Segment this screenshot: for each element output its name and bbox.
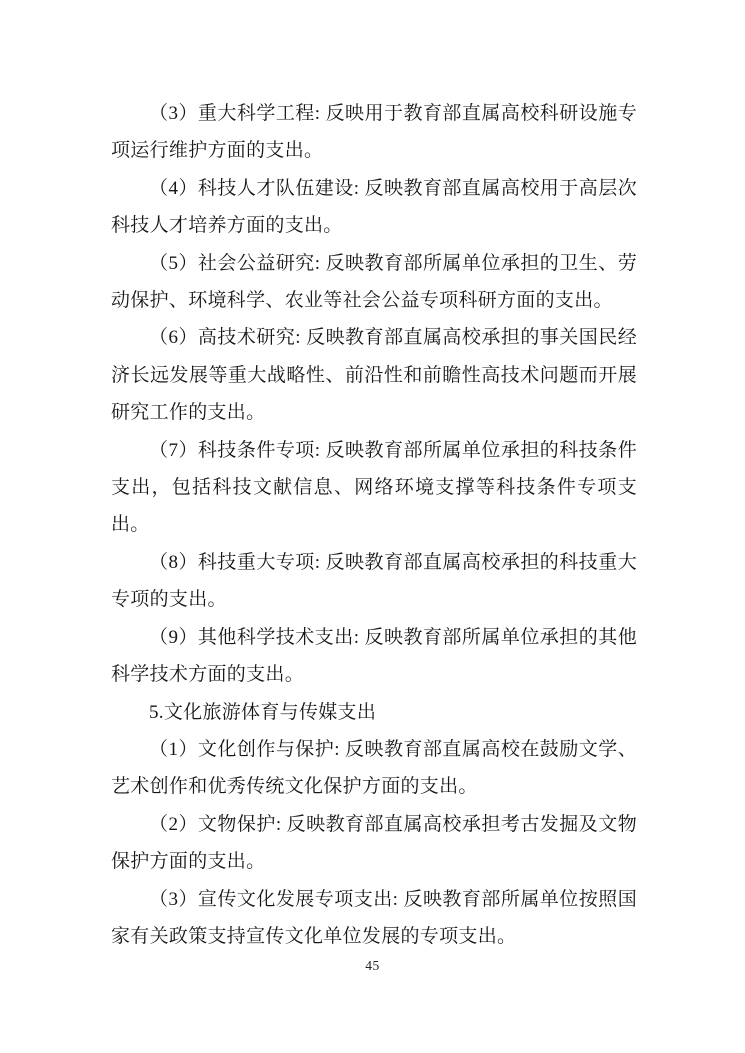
paragraph-item-9-other-science-tech: （9）其他科学技术支出: 反映教育部所属单位承担的其他科学技术方面的支出。 <box>111 626 637 686</box>
paragraph-item-8-tech-major-projects: （8）科技重大专项: 反映教育部直属高校承担的科技重大专项的支出。 <box>111 551 637 611</box>
paragraph-item-4-tech-talent: （4）科技人才队伍建设: 反映教育部直属高校用于高层次科技人才培养方面的支出。 <box>111 177 637 237</box>
page-footer <box>0 957 745 975</box>
section-heading-5-culture-tourism-sports-media: 5.文化旅游体育与传媒支出 <box>149 701 377 723</box>
page-number: 45 <box>365 958 380 973</box>
paragraph-item-3-major-science: （3）重大科学工程: 反映用于教育部直属高校科研设施专项运行维护方面的支出。 <box>111 103 637 162</box>
paragraph-item-7-tech-conditions: （7）科技条件专项: 反映教育部所属单位承担的科技条件支出，包括科技文献信息、网络环境支撑等科技条件专项支出。 <box>111 439 637 536</box>
paragraph-item-2-cultural-relics: （2）文物保护: 反映教育部直属高校承担考古发掘及文物保护方面的支出。 <box>111 813 637 873</box>
paragraph-item-5-public-welfare-research: （5）社会公益研究: 反映教育部所属单位承担的卫生、劳动保护、环境科学、农业等社会公益专项科研方面的支出。 <box>111 252 637 312</box>
document-body <box>111 95 637 955</box>
paragraph-item-1-cultural-creation: （1）文化创作与保护: 反映教育部直属高校在鼓励文学、艺术创作和优秀传统文化保护方面的支出。 <box>111 738 637 798</box>
paragraph-item-3-publicity-culture: （3）宣传文化发展专项支出: 反映教育部所属单位按照国家有关政策支持宣传文化单位发展的专项支出。 <box>111 888 637 947</box>
paragraph-item-6-high-tech-research: （6）高技术研究: 反映教育部直属高校承担的事关国民经济长远发展等重大战略性、前沿性和前瞻性高技术问题而开展研究工作的支出。 <box>111 327 637 424</box>
